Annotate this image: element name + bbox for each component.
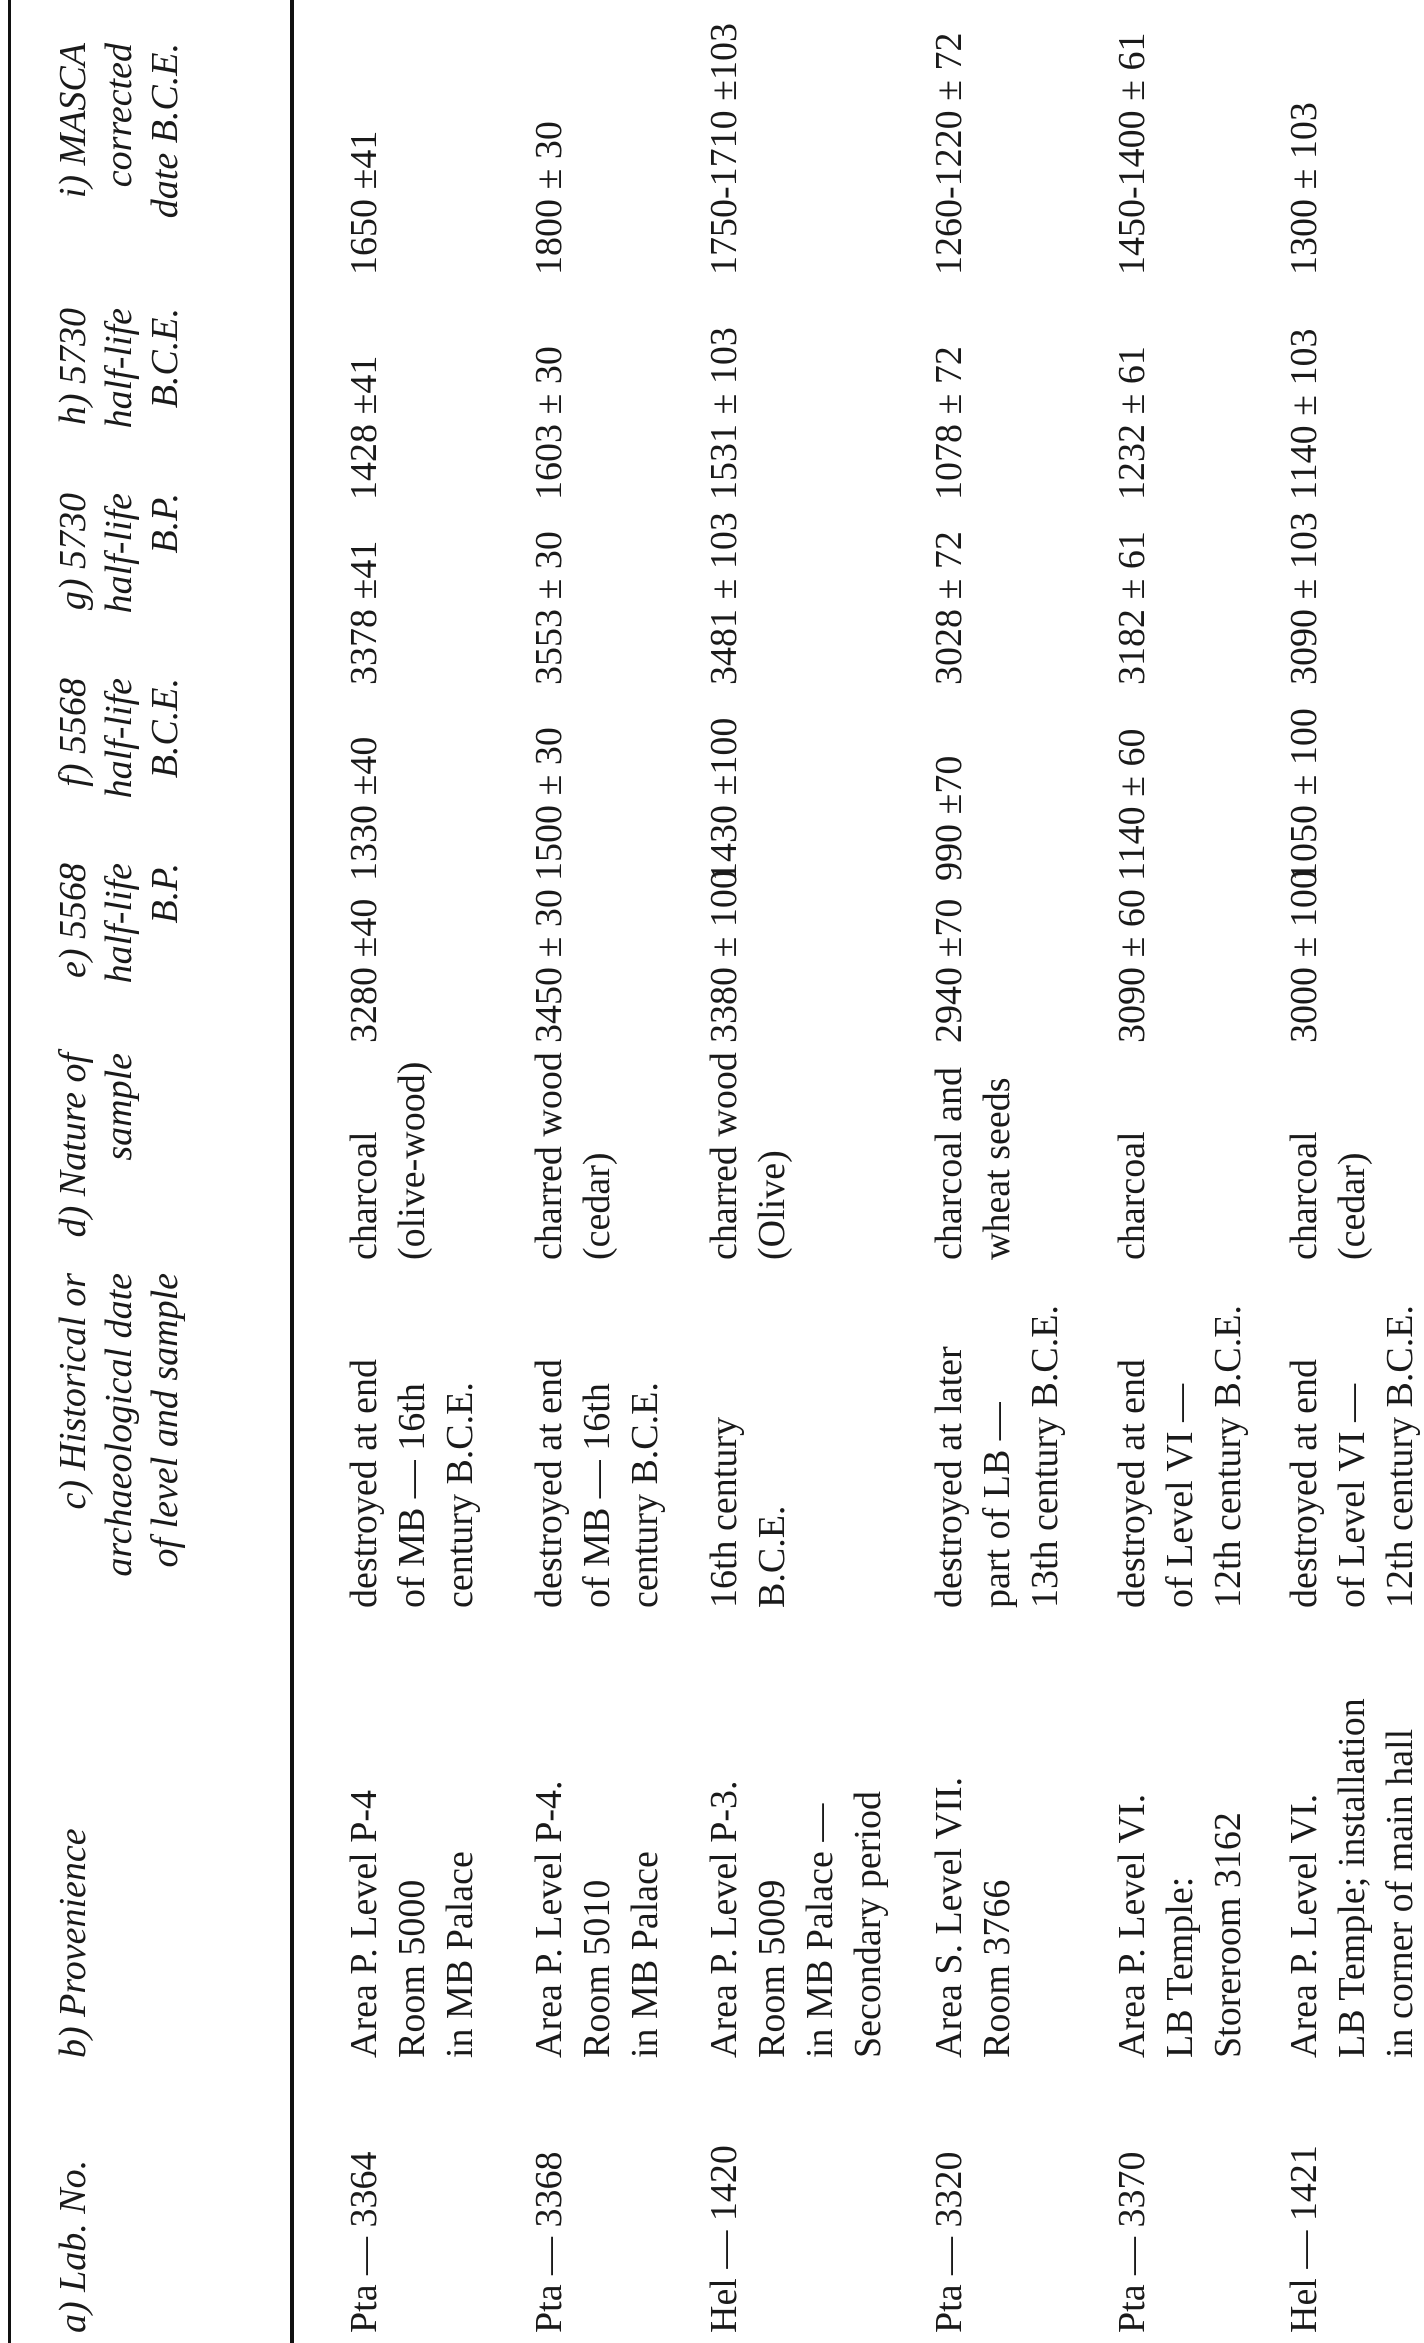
cell-nature [525, 1052, 621, 1260]
cell-line: Area P. Level VI. [1283, 1793, 1325, 2058]
cell-bp5730: 3553 ± 30 [528, 531, 570, 685]
header-line: half-life [98, 863, 140, 984]
cell-line: Area P. Level P-3. [703, 1780, 745, 2058]
cell-bce5730: 1603 ± 30 [528, 346, 570, 500]
cell-provenience [525, 1780, 669, 2058]
cell-masca: 1800 ± 30 [528, 121, 570, 275]
cell-provenience [1280, 1698, 1424, 2058]
cell-line: destroyed at end [1111, 1358, 1153, 1608]
cell-bce5730: 1140 ± 103 [1283, 328, 1325, 500]
cell-line: Storeroom 3162 [1207, 1812, 1249, 2058]
cell-bp5730: 3182 ± 61 [1111, 531, 1153, 685]
cell-bp5730: 3028 ± 72 [928, 531, 970, 685]
cell-provenience [925, 1777, 1021, 2058]
header-line: g) 5730 [52, 493, 94, 611]
cell-line: in MB Palace [624, 1851, 666, 2058]
cell-date [1280, 1305, 1424, 1608]
cell-bce5730: 1232 ± 61 [1111, 346, 1153, 500]
cell-line: charred wood [528, 1052, 570, 1260]
cell-nature [340, 1062, 436, 1260]
header-line: half-life [98, 493, 140, 614]
header-line: b) Provenience [52, 1828, 94, 2058]
cell-date [700, 1417, 796, 1608]
header-g [50, 493, 188, 613]
cell-line: Area S. Level VII. [928, 1776, 970, 2058]
cell-line: 12th century B.C.E. [1379, 1305, 1421, 1608]
cell-bce5568: 1330 ±40 [343, 736, 385, 881]
header-line: B.P. [144, 493, 186, 554]
cell-line: Room 3766 [976, 1879, 1018, 2058]
cell-line: (olive-wood) [391, 1061, 433, 1260]
cell-bce5730: 1531 ± 103 [703, 327, 745, 500]
cell-line: destroyed at end [1283, 1358, 1325, 1608]
header-c [50, 1273, 188, 1577]
cell-provenience [1108, 1794, 1252, 2058]
cell-nature [1280, 1131, 1376, 1260]
header-line: c) Historical or [52, 1273, 94, 1510]
cell-lab: Hel — 1421 [1283, 2145, 1325, 2333]
header-a [50, 2160, 96, 2333]
cell-line: wheat seeds [976, 1077, 1018, 1260]
cell-line: Room 5010 [576, 1879, 618, 2058]
header-i [50, 43, 188, 218]
cell-bp5730: 3481 ± 103 [703, 512, 745, 685]
cell-bce5568: 1430 ±100 [703, 717, 745, 881]
cell-bce5730: 1078 ± 72 [928, 346, 970, 500]
cell-line: Area P. Level P-4 [343, 1789, 385, 2058]
cell-line: century B.C.E. [624, 1382, 666, 1608]
cell-bp5568: 3000 ± 100 [1283, 870, 1325, 1043]
cell-bp5568: 3380 ± 100 [703, 870, 745, 1043]
cell-bp5568: 3090 ± 60 [1111, 889, 1153, 1043]
header-line: d) Nature of [52, 1053, 94, 1238]
cell-line: charcoal and [928, 1066, 970, 1260]
cell-bce5568: 1140 ± 60 [1111, 728, 1153, 881]
cell-line: LB Temple; installation [1331, 1698, 1373, 2058]
cell-bp5568: 3450 ± 30 [528, 889, 570, 1043]
cell-bp5730: 3090 ± 103 [1283, 512, 1325, 685]
cell-date [925, 1305, 1069, 1608]
cell-bp5730: 3378 ±41 [343, 540, 385, 685]
cell-line: of Level VI — [1331, 1383, 1373, 1608]
cell-line: century B.C.E. [439, 1382, 481, 1608]
cell-line: part of LB — [976, 1402, 1018, 1608]
cell-nature [700, 1052, 796, 1260]
header-line: archaeological date [98, 1273, 140, 1577]
cell-line: of MB — 16th [391, 1383, 433, 1608]
header-line: half-life [98, 678, 140, 799]
cell-line: 16th century [703, 1416, 745, 1608]
cell-line: (cedar) [1331, 1152, 1373, 1260]
cell-provenience [700, 1780, 892, 2058]
header-rule [290, 0, 294, 2343]
cell-lab: Pta — 3364 [343, 2151, 385, 2333]
header-line: B.C.E. [144, 308, 186, 409]
header-line: date B.C.E. [144, 43, 186, 219]
header-f [50, 678, 188, 798]
header-line: B.P. [144, 863, 186, 924]
cell-line: Room 5000 [391, 1879, 433, 2058]
cell-line: 12th century B.C.E. [1207, 1305, 1249, 1608]
header-b [50, 1828, 96, 2058]
cell-line: LB Temple: [1159, 1876, 1201, 2058]
cell-line: Room 5009 [751, 1879, 793, 2058]
cell-date [340, 1359, 484, 1608]
cell-line: charred wood [703, 1052, 745, 1260]
cell-line: charcoal [1283, 1131, 1325, 1260]
header-line: of level and sample [144, 1273, 186, 1568]
header-d [50, 1053, 142, 1237]
cell-line: 13th century B.C.E. [1024, 1305, 1066, 1608]
cell-lab: Pta — 3370 [1111, 2151, 1153, 2333]
cell-line: B.C.E. [751, 1505, 793, 1608]
cell-bce5568: 1050 ± 100 [1283, 708, 1325, 881]
cell-date [525, 1359, 669, 1608]
cell-line: in corner of main hall [1379, 1728, 1421, 2058]
header-line: a) Lab. No. [52, 2159, 94, 2333]
cell-line: in MB Palace [439, 1851, 481, 2058]
cell-line: of Level VI — [1159, 1383, 1201, 1608]
cell-line: destroyed at end [528, 1358, 570, 1608]
top-rule [8, 0, 11, 2343]
cell-line: Area P. Level VI. [1111, 1793, 1153, 2058]
header-line: half-life [98, 308, 140, 429]
cell-masca: 1750-1710 ±103 [703, 22, 745, 275]
cell-date [1108, 1305, 1252, 1608]
cell-bce5568: 1500 ± 30 [528, 727, 570, 881]
header-line: i) MASCA [52, 43, 94, 199]
header-h [50, 308, 188, 428]
cell-line: of MB — 16th [576, 1383, 618, 1608]
cell-line: (cedar) [576, 1152, 618, 1260]
header-e [50, 863, 188, 983]
cell-line: charcoal [343, 1131, 385, 1260]
cell-bp5568: 3280 ±40 [343, 898, 385, 1043]
cell-line: Area P. Level P-4. [528, 1780, 570, 2058]
cell-masca: 1300 ± 103 [1283, 102, 1325, 275]
header-line: sample [98, 1053, 140, 1161]
cell-line: Secondary period [847, 1791, 889, 2058]
cell-line: charcoal [1111, 1131, 1153, 1260]
header-line: e) 5568 [52, 863, 94, 979]
cell-line: destroyed at end [343, 1358, 385, 1608]
cell-provenience [340, 1790, 484, 2058]
cell-line: destroyed at later [928, 1346, 970, 1608]
cell-lab: Pta — 3368 [528, 2151, 570, 2333]
header-line: f) 5568 [52, 678, 94, 787]
cell-bce5730: 1428 ±41 [343, 355, 385, 500]
cell-lab: Pta — 3320 [928, 2151, 970, 2333]
cell-nature [1108, 1131, 1156, 1260]
cell-masca: 1450-1400 ± 61 [1111, 32, 1153, 275]
cell-lab: Hel — 1420 [703, 2145, 745, 2333]
cell-line: (Olive) [751, 1150, 793, 1260]
cell-bce5568: 990 ±70 [928, 755, 970, 881]
cell-bp5568: 2940 ±70 [928, 898, 970, 1043]
cell-masca: 1650 ±41 [343, 130, 385, 275]
cell-masca: 1260-1220 ± 72 [928, 32, 970, 275]
cell-nature [925, 1067, 1021, 1260]
header-line: corrected [98, 43, 140, 188]
header-line: h) 5730 [52, 308, 94, 426]
cell-line: in MB Palace — [799, 1803, 841, 2058]
header-line: B.C.E. [144, 678, 186, 779]
